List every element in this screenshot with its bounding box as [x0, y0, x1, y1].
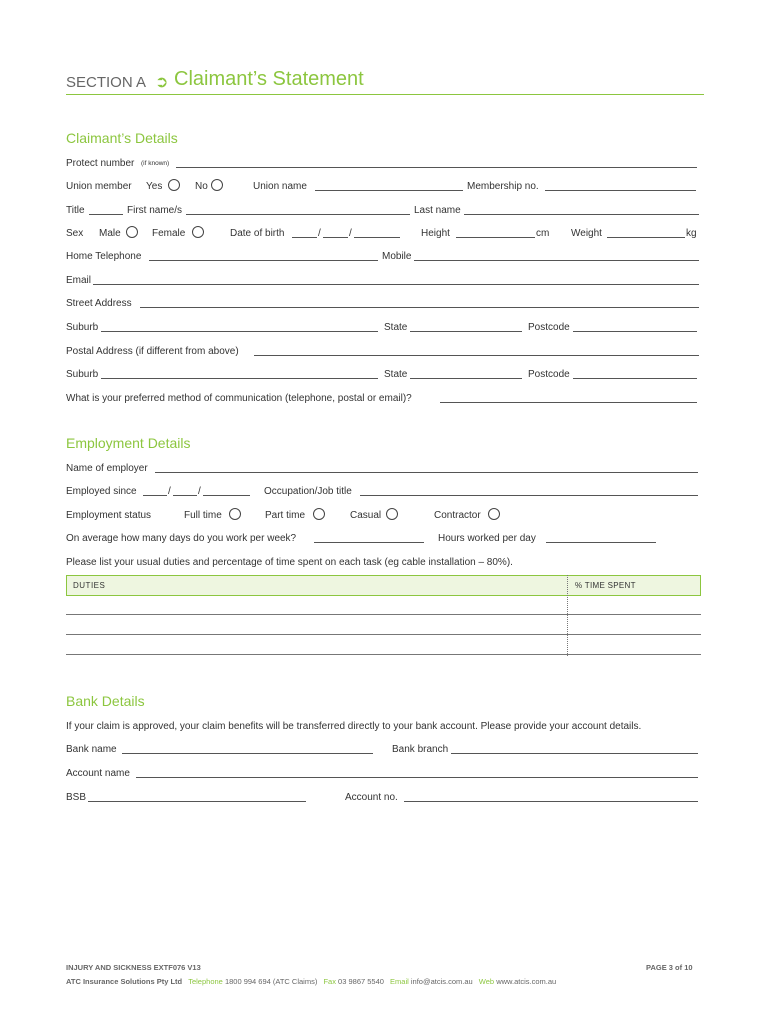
web-value[interactable]: www.atcis.com.au — [496, 977, 557, 986]
full-time-label: Full time — [184, 510, 222, 521]
cm-label: cm — [536, 228, 550, 239]
email-label: Email — [66, 275, 92, 286]
casual-label: Casual — [350, 510, 382, 521]
company-name: ATC Insurance Solutions Pty Ltd — [66, 977, 183, 986]
preferred-communication-field[interactable] — [440, 402, 697, 403]
contractor-label: Contractor — [434, 510, 481, 521]
web-label: Web — [478, 977, 495, 986]
postcode-field[interactable] — [573, 331, 697, 332]
bank-details-heading: Bank Details — [66, 693, 145, 709]
telephone-value: 1800 994 694 (ATC Claims) — [224, 977, 318, 986]
postal-suburb-label: Suburb — [66, 369, 99, 380]
hours-per-day-label: Hours worked per day — [438, 533, 536, 544]
if-known-note: (if known) — [141, 160, 170, 167]
bank-intro: If your claim is approved, your claim benefits will be transferred directly to your bank account. Please provide your account details. — [66, 721, 642, 732]
postal-state-field[interactable] — [410, 378, 522, 379]
employed-since-day-field[interactable] — [143, 495, 167, 496]
bank-branch-label: Bank branch — [392, 744, 449, 755]
first-names-field[interactable] — [186, 214, 410, 215]
dob-slash-1: / — [318, 228, 321, 239]
mobile-field[interactable] — [414, 260, 699, 261]
weight-field[interactable] — [607, 237, 685, 238]
bank-name-label: Bank name — [66, 744, 117, 755]
dob-day-field[interactable] — [292, 237, 317, 238]
account-no-field[interactable] — [404, 801, 698, 802]
employed-since-month-field[interactable] — [173, 495, 197, 496]
section-header — [66, 68, 704, 95]
membership-no-label: Membership no. — [467, 181, 539, 192]
no-label: No — [195, 181, 208, 192]
home-telephone-field[interactable] — [149, 260, 378, 261]
postal-suburb-field[interactable] — [101, 378, 378, 379]
occupation-field[interactable] — [360, 495, 698, 496]
bsb-label: BSB — [66, 792, 87, 803]
dob-year-field[interactable] — [354, 237, 400, 238]
hours-per-day-field[interactable] — [546, 542, 656, 543]
postal-postcode-label: Postcode — [528, 369, 570, 380]
union-no-radio[interactable] — [211, 179, 223, 191]
street-address-field[interactable] — [140, 307, 699, 308]
time-spent-column-header: % TIME SPENT — [575, 581, 636, 590]
email-footer-value[interactable]: info@atcis.com.au — [410, 977, 473, 986]
last-name-label: Last name — [414, 205, 461, 216]
footer-contact — [66, 977, 556, 986]
employer-label: Name of employer — [66, 463, 148, 474]
dob-slash-2: / — [349, 228, 352, 239]
duties-column-header: DUTIES — [73, 581, 106, 590]
male-label: Male — [99, 228, 121, 239]
duties-table — [66, 575, 701, 656]
title-field[interactable] — [89, 214, 123, 215]
employed-since-year-field[interactable] — [203, 495, 250, 496]
occupation-label: Occupation/Job title — [264, 486, 352, 497]
preferred-communication-label: What is your preferred method of communication (telephone, postal or email)? — [66, 393, 412, 404]
circled-arrow-icon: ➲ — [155, 74, 169, 91]
account-name-field[interactable] — [136, 777, 698, 778]
account-name-label: Account name — [66, 768, 130, 779]
telephone-label: Telephone — [188, 977, 223, 986]
title-label: Title — [66, 205, 85, 216]
page-title: Claimant’s Statement — [174, 68, 364, 90]
employment-details-heading: Employment Details — [66, 435, 191, 451]
last-name-field[interactable] — [464, 214, 699, 215]
male-radio[interactable] — [126, 226, 138, 238]
union-yes-radio[interactable] — [168, 179, 180, 191]
postal-address-label: Postal Address (if different from above) — [66, 346, 239, 357]
duties-row-1[interactable] — [66, 614, 701, 615]
dob-month-field[interactable] — [323, 237, 348, 238]
postal-state-label: State — [384, 369, 408, 380]
protect-number-field[interactable] — [176, 167, 697, 168]
suburb-field[interactable] — [101, 331, 378, 332]
bsb-field[interactable] — [88, 801, 306, 802]
membership-no-field[interactable] — [545, 190, 696, 191]
suburb-label: Suburb — [66, 322, 99, 333]
height-label: Height — [421, 228, 450, 239]
postal-postcode-field[interactable] — [573, 378, 697, 379]
home-telephone-label: Home Telephone — [66, 251, 142, 262]
height-field[interactable] — [456, 237, 535, 238]
part-time-label: Part time — [265, 510, 306, 521]
duties-prompt: Please list your usual duties and percentage of time spent on each task (eg cable installation – 80%). — [66, 557, 513, 568]
bank-name-field[interactable] — [122, 753, 373, 754]
protect-number-label: Protect number — [66, 158, 135, 169]
employed-since-label: Employed since — [66, 486, 137, 497]
email-field[interactable] — [93, 284, 699, 285]
employed-slash-1: / — [168, 486, 171, 497]
first-names-label: First name/s — [127, 205, 183, 216]
employment-status-label: Employment status — [66, 510, 152, 521]
kg-label: kg — [686, 228, 697, 239]
sex-label: Sex — [66, 228, 84, 239]
mobile-label: Mobile — [382, 251, 412, 262]
union-name-label: Union name — [253, 181, 307, 192]
yes-label: Yes — [146, 181, 163, 192]
postal-address-field[interactable] — [254, 355, 699, 356]
female-radio[interactable] — [192, 226, 204, 238]
contractor-radio[interactable] — [488, 508, 500, 520]
casual-radio[interactable] — [386, 508, 398, 520]
fax-label: Fax — [323, 977, 336, 986]
female-label: Female — [152, 228, 186, 239]
duties-table-header — [66, 575, 701, 596]
full-time-radio[interactable] — [229, 508, 241, 520]
section-label: SECTION A — [66, 74, 147, 91]
state-label: State — [384, 322, 408, 333]
state-field[interactable] — [410, 331, 522, 332]
bank-branch-field[interactable] — [451, 753, 698, 754]
duties-row-2[interactable] — [66, 634, 701, 635]
weight-label: Weight — [571, 228, 602, 239]
account-no-label: Account no. — [345, 792, 398, 803]
union-member-label: Union member — [66, 181, 132, 192]
employed-slash-2: / — [198, 486, 201, 497]
dob-label: Date of birth — [230, 228, 285, 239]
email-footer-label: Email — [390, 977, 409, 986]
page-number: PAGE 3 of 10 — [646, 963, 693, 972]
postcode-label: Postcode — [528, 322, 570, 333]
fax-value: 03 9867 5540 — [338, 977, 384, 986]
employer-field[interactable] — [155, 472, 698, 473]
street-address-label: Street Address — [66, 298, 132, 309]
duties-column-divider — [567, 575, 568, 656]
days-per-week-field[interactable] — [314, 542, 424, 543]
part-time-radio[interactable] — [313, 508, 325, 520]
duties-row-3[interactable] — [66, 654, 701, 655]
form-code: INJURY AND SICKNESS EXTF076 V13 — [66, 963, 201, 972]
days-per-week-label: On average how many days do you work per week? — [66, 533, 297, 544]
union-name-field[interactable] — [315, 190, 463, 191]
claimant-details-heading: Claimant’s Details — [66, 130, 178, 146]
